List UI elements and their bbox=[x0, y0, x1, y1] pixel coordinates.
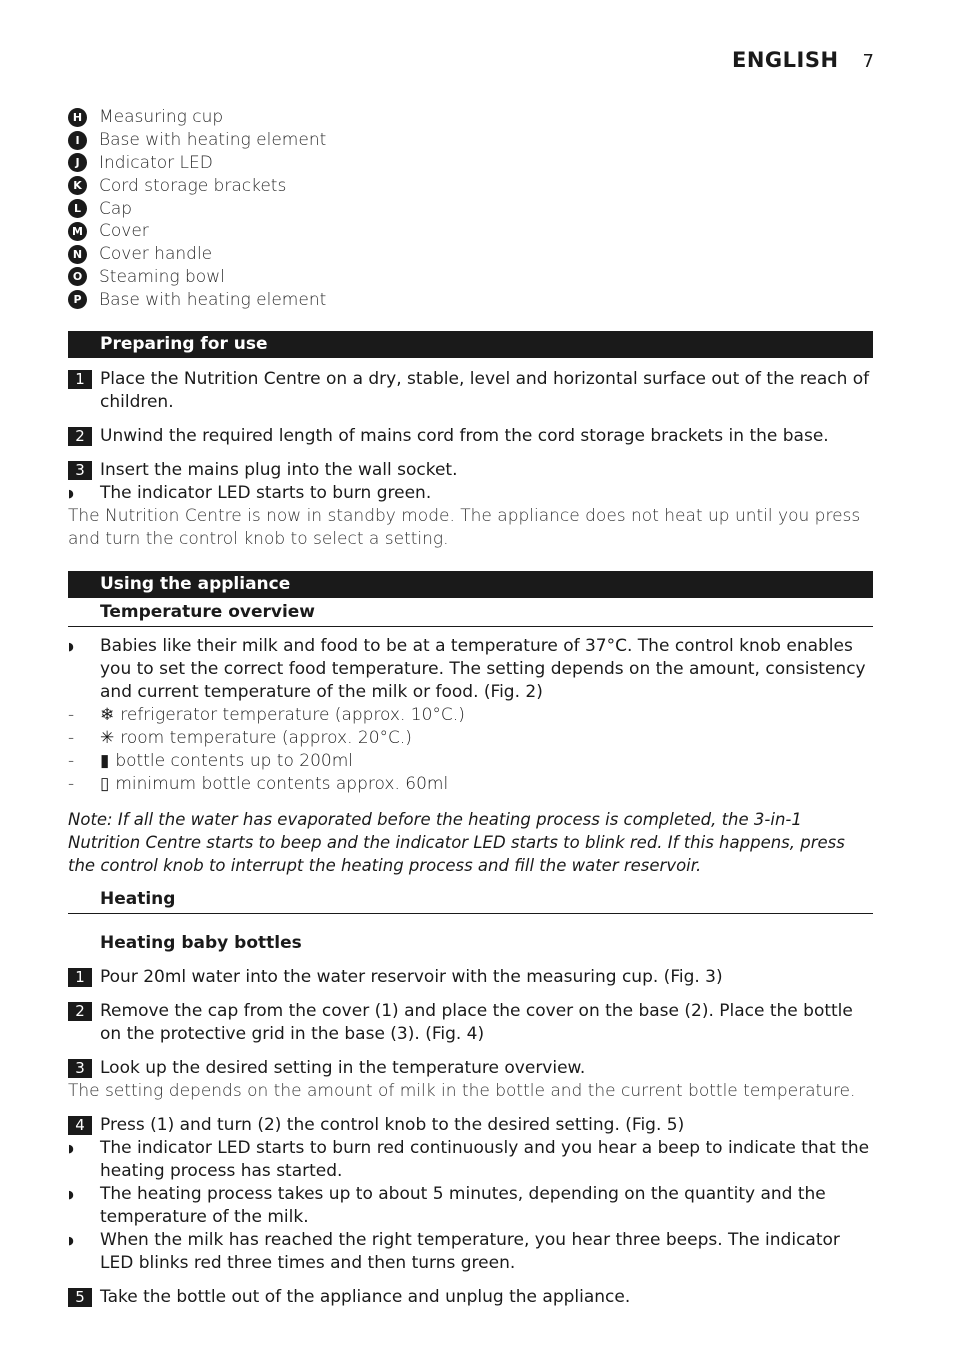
part-label: Steaming bowl bbox=[99, 266, 225, 287]
section-header-preparing: Preparing for use bbox=[68, 331, 873, 358]
section-header-using: Using the appliance bbox=[68, 571, 873, 598]
part-letter-badge: O bbox=[68, 267, 87, 286]
part-item bbox=[68, 174, 326, 197]
result-bullet bbox=[68, 1183, 873, 1229]
bullet-text: The indicator LED starts to burn red continuously and you hear a beep to indicate that the heating process has started. bbox=[100, 1138, 870, 1181]
step-item bbox=[68, 1000, 873, 1046]
step-item bbox=[68, 1114, 873, 1137]
result-bullet bbox=[68, 1229, 873, 1275]
part-label: Base with heating element bbox=[99, 289, 327, 310]
empty-bottle-icon: ▯ bbox=[100, 774, 110, 794]
dash-mark: - bbox=[68, 705, 75, 725]
step-text: Take the bottle out of the appliance and unplug the appliance. bbox=[100, 1287, 631, 1307]
bullet-text: The indicator LED starts to burn green. bbox=[100, 483, 432, 503]
subsection-temperature-overview: Temperature overview bbox=[68, 598, 873, 627]
part-label: Cover handle bbox=[99, 244, 213, 265]
sun-icon: ✳ bbox=[100, 728, 115, 748]
step-number-badge: 2 bbox=[68, 1002, 92, 1021]
step-item bbox=[68, 1286, 873, 1309]
step-number-badge: 3 bbox=[68, 461, 92, 480]
step-number-badge: 5 bbox=[68, 1288, 92, 1307]
full-bottle-icon: ▮ bbox=[100, 751, 110, 771]
parts-list bbox=[68, 106, 326, 311]
step-number-badge: 1 bbox=[68, 968, 92, 987]
part-item bbox=[68, 288, 326, 311]
page-number: 7 bbox=[862, 51, 874, 72]
step-text: Look up the desired setting in the temperature overview. bbox=[100, 1058, 586, 1078]
setting-note: The setting depends on the amount of milk in the bottle and the current bottle temperature. bbox=[68, 1081, 856, 1101]
dash-text: minimum bottle contents approx. 60ml bbox=[115, 774, 449, 794]
part-letter-badge: I bbox=[68, 131, 87, 150]
language-label: ENGLISH bbox=[731, 48, 839, 72]
result-bullet bbox=[68, 1137, 873, 1183]
dash-item bbox=[68, 750, 873, 773]
standby-note: The Nutrition Centre is now in standby mode. The appliance does not heat up until you press and turn the control knob to select a setting. bbox=[68, 506, 861, 549]
part-item bbox=[68, 152, 326, 175]
dash-item bbox=[68, 727, 873, 750]
part-item bbox=[68, 220, 326, 243]
page-header bbox=[732, 48, 874, 72]
bullet-text: The heating process takes up to about 5 minutes, depending on the quantity and the temperature of the milk. bbox=[100, 1184, 826, 1227]
result-bullet bbox=[68, 482, 873, 505]
part-label: Cover bbox=[99, 221, 149, 242]
step-item bbox=[68, 459, 873, 482]
part-letter-badge: M bbox=[68, 222, 87, 241]
step-number-badge: 3 bbox=[68, 1059, 92, 1078]
dash-text: room temperature (approx. 20°C.) bbox=[120, 728, 412, 748]
part-label: Cap bbox=[99, 198, 133, 219]
dash-item bbox=[68, 704, 873, 727]
part-item bbox=[68, 243, 326, 266]
part-letter-badge: N bbox=[68, 245, 87, 264]
part-item bbox=[68, 266, 326, 289]
part-label: Base with heating element bbox=[99, 130, 327, 151]
step-text: Insert the mains plug into the wall socket. bbox=[100, 460, 458, 480]
step-number-badge: 4 bbox=[68, 1116, 92, 1135]
dash-mark: - bbox=[68, 751, 75, 771]
step-text: Pour 20ml water into the water reservoir with the measuring cup. (Fig. 3) bbox=[100, 967, 723, 987]
bullet-mark: ◗ bbox=[68, 1142, 74, 1155]
warning-note: Note: If all the water has evaporated before the heating process is completed, the 3-in-1 Nutrition Centre starts to beep and the indicator LED starts to blink red. If this happens, press the control knob to interrupt the heating process and fill the water reservoir. bbox=[68, 810, 845, 875]
step-text: Remove the cap from the cover (1) and place the cover on the base (2). Place the bottle on the protective grid in the base (3). (Fig. 4) bbox=[100, 1001, 853, 1044]
temperature-bullet bbox=[68, 635, 873, 704]
step-number-badge: 2 bbox=[68, 427, 92, 446]
step-item bbox=[68, 1057, 873, 1080]
step-number-badge: 1 bbox=[68, 370, 92, 389]
dash-mark: - bbox=[68, 774, 75, 794]
part-letter-badge: H bbox=[68, 108, 87, 127]
part-letter-badge: P bbox=[68, 290, 87, 309]
step-text: Place the Nutrition Centre on a dry, stable, level and horizontal surface out of the reach of children. bbox=[100, 369, 870, 412]
part-item bbox=[68, 197, 326, 220]
bullet-mark: ◗ bbox=[68, 1188, 74, 1201]
part-label: Measuring cup bbox=[99, 107, 224, 128]
bullet-mark: ◗ bbox=[68, 487, 74, 500]
subsection-heating-baby-bottles: Heating baby bottles bbox=[100, 933, 302, 953]
snowflake-icon: ❄ bbox=[100, 705, 115, 725]
step-item bbox=[68, 425, 873, 448]
part-label: Indicator LED bbox=[99, 152, 213, 173]
dash-item bbox=[68, 773, 873, 796]
bullet-text: Babies like their milk and food to be at a temperature of 37°C. The control knob enables you to set the correct food temperature. The setting depends on the amount, consistency and current temperature of the milk or food. (Fig. 2) bbox=[100, 636, 866, 702]
bullet-mark: ◗ bbox=[68, 640, 74, 653]
dash-text: refrigerator temperature (approx. 10°C.) bbox=[120, 705, 465, 725]
bullet-text: When the milk has reached the right temperature, you hear three beeps. The indicator LED blinks red three times and then turns green. bbox=[100, 1230, 840, 1273]
part-label: Cord storage brackets bbox=[99, 175, 287, 196]
dash-text: bottle contents up to 200ml bbox=[115, 751, 353, 771]
part-letter-badge: J bbox=[68, 153, 87, 172]
step-item bbox=[68, 966, 873, 989]
dash-mark: - bbox=[68, 728, 75, 748]
step-text: Unwind the required length of mains cord from the cord storage brackets in the base. bbox=[100, 426, 829, 446]
bullet-mark: ◗ bbox=[68, 1234, 74, 1247]
part-item bbox=[68, 129, 326, 152]
part-letter-badge: L bbox=[68, 199, 87, 218]
part-letter-badge: K bbox=[68, 176, 87, 195]
part-item bbox=[68, 106, 326, 129]
step-text: Press (1) and turn (2) the control knob to the desired setting. (Fig. 5) bbox=[100, 1115, 685, 1135]
step-item bbox=[68, 368, 873, 414]
subsection-heating: Heating bbox=[68, 885, 873, 914]
